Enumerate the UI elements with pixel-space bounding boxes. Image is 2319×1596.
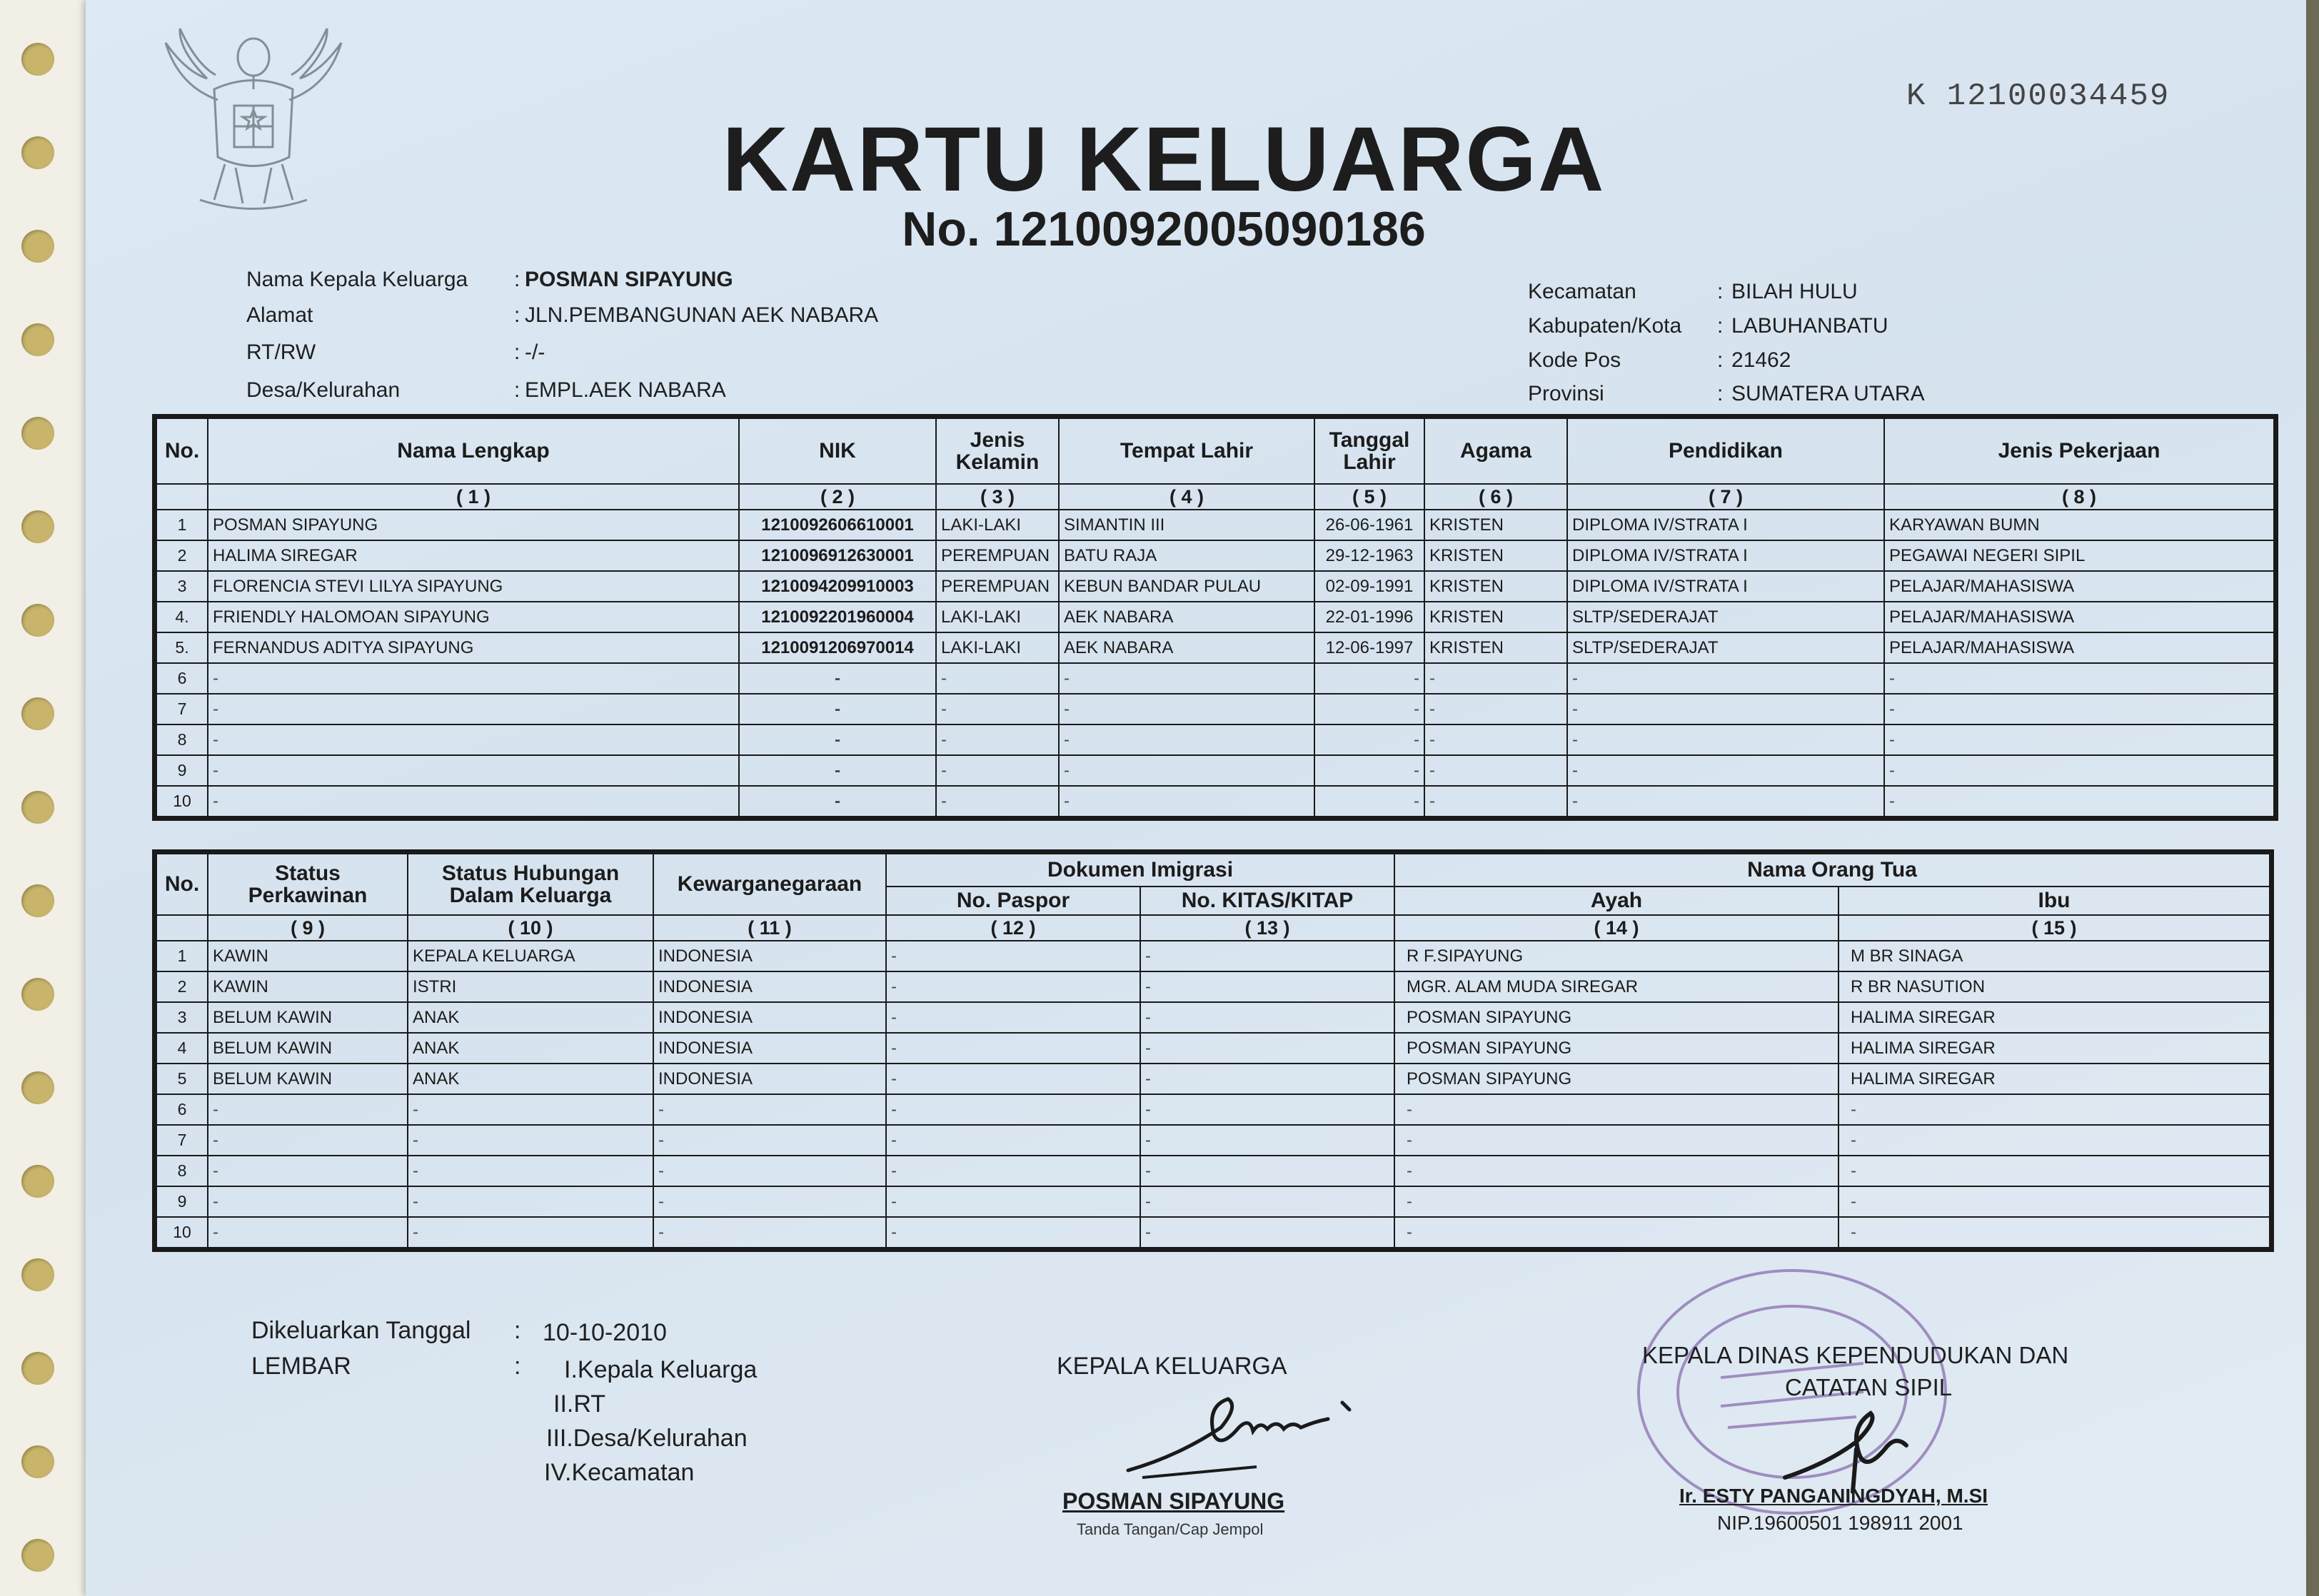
t1-index-jenis-kelamin: ( 3 ): [936, 484, 1059, 510]
t2-cell-status-hubungan: KEPALA KELUARGA: [408, 941, 653, 971]
t2-header-no-paspor: No. Paspor: [886, 887, 1140, 915]
table-row: [156, 632, 2274, 663]
header-field-value: -/-: [525, 340, 545, 364]
t2-cell-status-hubungan: ISTRI: [408, 971, 653, 1002]
t1-cell-tempat-lahir: SIMANTIN III: [1059, 510, 1314, 540]
t1-cell-nik: -: [739, 724, 936, 755]
t2-cell-no-kitas: -: [1140, 971, 1394, 1002]
header-field: [1528, 382, 1925, 406]
t1-cell-pendidikan: -: [1567, 694, 1884, 724]
t2-header-dokumen-imigrasi: Dokumen Imigrasi: [886, 854, 1394, 887]
official-title-line1: KEPALA DINAS KEPENDUDUKAN DAN: [1642, 1342, 2069, 1368]
header-field-label: Provinsi: [1528, 382, 1604, 405]
header-field-value: POSMAN SIPAYUNG: [525, 268, 733, 291]
t2-cell-status-perkawinan: -: [208, 1186, 408, 1217]
t1-cell-pendidikan: DIPLOMA IV/STRATA I: [1567, 510, 1884, 540]
t1-cell-nama-lengkap: -: [208, 694, 739, 724]
t1-cell-nama-lengkap: FRIENDLY HALOMOAN SIPAYUNG: [208, 602, 739, 632]
t2-cell-status-perkawinan: BELUM KAWIN: [208, 1002, 408, 1033]
t1-cell-agama: KRISTEN: [1424, 602, 1567, 632]
head-signatory-name: POSMAN SIPAYUNG: [1062, 1488, 1285, 1514]
header-field: [1528, 314, 1888, 338]
table-row: [156, 1125, 2270, 1156]
t1-cell-nik: -: [739, 694, 936, 724]
t1-cell-nama-lengkap: -: [208, 755, 739, 786]
official-signature-icon: [1771, 1399, 1935, 1499]
t2-cell-no-paspor: -: [886, 1033, 1140, 1064]
t1-cell-tempat-lahir: AEK NABARA: [1059, 632, 1314, 663]
table-row: [156, 571, 2274, 602]
t1-cell-no: 6: [156, 663, 208, 694]
header-field-value: LABUHANBATU: [1731, 314, 1888, 338]
header-field-colon: :: [1717, 280, 1724, 303]
t1-cell-jenis-pekerjaan: PELAJAR/MAHASISWA: [1884, 571, 2274, 602]
t2-cell-status-hubungan: ANAK: [408, 1064, 653, 1094]
table-row: [156, 602, 2274, 632]
t1-cell-tanggal-lahir: -: [1314, 786, 1424, 817]
t1-cell-jenis-pekerjaan: PELAJAR/MAHASISWA: [1884, 632, 2274, 663]
t1-header-no: No.: [156, 418, 208, 484]
t2-cell-status-hubungan: -: [408, 1186, 653, 1217]
document-title: KARTU KELUARGA: [722, 108, 1606, 211]
feed-hole: [21, 1445, 54, 1478]
t1-cell-jenis-kelamin: -: [936, 755, 1059, 786]
t2-cell-no-paspor: -: [886, 1064, 1140, 1094]
t2-header-status-perkawinan: Status Perkawinan: [208, 854, 408, 915]
t2-cell-status-perkawinan: BELUM KAWIN: [208, 1033, 408, 1064]
t2-cell-status-hubungan: -: [408, 1217, 653, 1248]
t1-header-jenis-kelamin: Jenis Kelamin: [936, 418, 1059, 484]
garuda-emblem-icon: [157, 21, 350, 221]
t1-cell-nama-lengkap: FERNANDUS ADITYA SIPAYUNG: [208, 632, 739, 663]
t1-cell-agama: KRISTEN: [1424, 632, 1567, 663]
lembar-item: III.Desa/Kelurahan: [546, 1425, 748, 1452]
t1-header-pendidikan: Pendidikan: [1567, 418, 1884, 484]
t2-cell-no: 6: [156, 1094, 208, 1125]
table-row: [156, 755, 2274, 786]
lembar-item: II.RT: [553, 1390, 606, 1418]
t2-cell-status-hubungan: -: [408, 1094, 653, 1125]
t2-cell-no-paspor: -: [886, 971, 1140, 1002]
t2-cell-status-perkawinan: KAWIN: [208, 971, 408, 1002]
header-field-value: JLN.PEMBANGUNAN AEK NABARA: [525, 303, 879, 327]
t2-index-no-kitas: ( 13 ): [1140, 915, 1394, 941]
t2-cell-status-perkawinan: KAWIN: [208, 941, 408, 971]
t2-cell-kewarganegaraan: INDONESIA: [653, 941, 886, 971]
t1-cell-pendidikan: -: [1567, 724, 1884, 755]
header-field-colon: :: [1717, 382, 1724, 405]
t2-cell-ayah: -: [1394, 1186, 1838, 1217]
t1-header-tempat-lahir: Tempat Lahir: [1059, 418, 1314, 484]
t2-cell-ayah: -: [1394, 1217, 1838, 1248]
t1-index-tanggal-lahir: ( 5 ): [1314, 484, 1424, 510]
serial-number: K 12100034459: [1906, 79, 2170, 114]
t1-cell-tanggal-lahir: 22-01-1996: [1314, 602, 1424, 632]
t2-cell-no: 1: [156, 941, 208, 971]
t2-cell-ibu: HALIMA SIREGAR: [1838, 1002, 2270, 1033]
header-field-colon: :: [514, 268, 520, 291]
t2-cell-no: 5: [156, 1064, 208, 1094]
official-name: Ir. ESTY PANGANINGDYAH, M.SI: [1679, 1485, 1988, 1507]
head-signatory-title: KEPALA KELUARGA: [1057, 1353, 1287, 1380]
feed-hole: [21, 230, 54, 263]
t2-cell-kewarganegaraan: INDONESIA: [653, 1002, 886, 1033]
family-status-table: [156, 853, 2270, 1248]
t2-cell-status-hubungan: ANAK: [408, 1033, 653, 1064]
issued-date-colon: :: [514, 1317, 521, 1344]
t2-cell-no-paspor: -: [886, 1094, 1140, 1125]
t2-cell-kewarganegaraan: INDONESIA: [653, 971, 886, 1002]
t2-index-ibu: ( 15 ): [1838, 915, 2270, 941]
table-row: [156, 1094, 2270, 1125]
t1-cell-tanggal-lahir: 02-09-1991: [1314, 571, 1424, 602]
t2-cell-ayah: POSMAN SIPAYUNG: [1394, 1002, 1838, 1033]
t1-cell-agama: -: [1424, 755, 1567, 786]
t1-cell-jenis-pekerjaan: PEGAWAI NEGERI SIPIL: [1884, 540, 2274, 571]
t1-cell-nik: -: [739, 786, 936, 817]
t2-cell-ayah: MGR. ALAM MUDA SIREGAR: [1394, 971, 1838, 1002]
table-row: [156, 786, 2274, 817]
t1-cell-tanggal-lahir: 26-06-1961: [1314, 510, 1424, 540]
t1-cell-jenis-pekerjaan: -: [1884, 755, 2274, 786]
feed-hole: [21, 136, 54, 169]
lembar-label: LEMBAR: [251, 1353, 351, 1380]
t2-cell-status-perkawinan: -: [208, 1156, 408, 1186]
t1-cell-agama: -: [1424, 786, 1567, 817]
t1-cell-jenis-kelamin: LAKI-LAKI: [936, 632, 1059, 663]
t2-header-ayah: Ayah: [1394, 887, 1838, 915]
header-field-label: Kabupaten/Kota: [1528, 314, 1682, 338]
t1-header-nama-lengkap: Nama Lengkap: [208, 418, 739, 484]
t1-cell-agama: -: [1424, 724, 1567, 755]
t2-cell-kewarganegaraan: -: [653, 1156, 886, 1186]
t1-cell-no: 8: [156, 724, 208, 755]
head-signatory-caption: Tanda Tangan/Cap Jempol: [1077, 1520, 1264, 1538]
t1-cell-no: 7: [156, 694, 208, 724]
t1-cell-jenis-kelamin: -: [936, 694, 1059, 724]
t2-header-nama-orang-tua: Nama Orang Tua: [1394, 854, 2270, 887]
t1-cell-pendidikan: DIPLOMA IV/STRATA I: [1567, 571, 1884, 602]
table-row: [156, 1002, 2270, 1033]
header-field: [246, 340, 545, 365]
header-field-value: BILAH HULU: [1731, 280, 1858, 303]
header-field: [246, 303, 879, 328]
t1-index-pendidikan: ( 7 ): [1567, 484, 1884, 510]
t1-cell-nama-lengkap: FLORENCIA STEVI LILYA SIPAYUNG: [208, 571, 739, 602]
t2-cell-no: 8: [156, 1156, 208, 1186]
feed-hole: [21, 1165, 54, 1198]
issued-date-value: 10-10-2010: [543, 1319, 667, 1346]
t2-cell-no-paspor: -: [886, 1217, 1140, 1248]
t1-cell-agama: -: [1424, 694, 1567, 724]
t2-cell-no: 2: [156, 971, 208, 1002]
t1-cell-nik: 1210091206970014: [739, 632, 936, 663]
table-row: [156, 663, 2274, 694]
t2-cell-kewarganegaraan: -: [653, 1094, 886, 1125]
t1-cell-nama-lengkap: -: [208, 663, 739, 694]
t2-cell-ibu: M BR SINAGA: [1838, 941, 2270, 971]
t2-header-status-hubungan: Status Hubungan Dalam Keluarga: [408, 854, 653, 915]
t1-cell-jenis-kelamin: LAKI-LAKI: [936, 602, 1059, 632]
t1-cell-agama: KRISTEN: [1424, 510, 1567, 540]
t1-cell-pendidikan: SLTP/SEDERAJAT: [1567, 602, 1884, 632]
feed-hole: [21, 697, 54, 730]
t1-cell-tanggal-lahir: -: [1314, 663, 1424, 694]
t2-cell-ibu: -: [1838, 1186, 2270, 1217]
t1-cell-nik: -: [739, 755, 936, 786]
table-row: [156, 1064, 2270, 1094]
t2-cell-status-perkawinan: -: [208, 1125, 408, 1156]
t2-cell-no-paspor: -: [886, 1156, 1140, 1186]
header-field-label: Kecamatan: [1528, 280, 1636, 303]
t1-index-no: [156, 484, 208, 510]
table-row: [156, 694, 2274, 724]
header-field-label: Alamat: [246, 303, 313, 327]
t1-cell-jenis-pekerjaan: KARYAWAN BUMN: [1884, 510, 2274, 540]
t2-cell-no-paspor: -: [886, 1186, 1140, 1217]
t2-header-kewarganegaraan: Kewarganegaraan: [653, 854, 886, 915]
t1-cell-nik: 1210092606610001: [739, 510, 936, 540]
t1-cell-jenis-kelamin: PEREMPUAN: [936, 540, 1059, 571]
t2-cell-kewarganegaraan: -: [653, 1217, 886, 1248]
t2-cell-status-hubungan: -: [408, 1156, 653, 1186]
t1-cell-no: 10: [156, 786, 208, 817]
issued-date-label: Dikeluarkan Tanggal: [251, 1317, 471, 1344]
t1-cell-no: 3: [156, 571, 208, 602]
feed-hole: [21, 884, 54, 917]
t2-cell-status-perkawinan: -: [208, 1094, 408, 1125]
t2-cell-no: 10: [156, 1217, 208, 1248]
t1-cell-pendidikan: -: [1567, 755, 1884, 786]
document-number: No. 1210092005090186: [902, 202, 1426, 256]
t1-cell-jenis-kelamin: -: [936, 724, 1059, 755]
feed-hole: [21, 1352, 54, 1385]
feed-hole: [21, 791, 54, 824]
t2-cell-status-perkawinan: BELUM KAWIN: [208, 1064, 408, 1094]
feed-hole: [21, 1539, 54, 1572]
table-row: [156, 941, 2270, 971]
t2-cell-no-kitas: -: [1140, 1186, 1394, 1217]
feed-hole: [21, 1071, 54, 1104]
t1-cell-tempat-lahir: -: [1059, 786, 1314, 817]
t1-cell-tempat-lahir: BATU RAJA: [1059, 540, 1314, 571]
t2-cell-no: 3: [156, 1002, 208, 1033]
t2-cell-kewarganegaraan: -: [653, 1125, 886, 1156]
t2-cell-no: 4: [156, 1033, 208, 1064]
t1-cell-tanggal-lahir: -: [1314, 724, 1424, 755]
header-field-label: Nama Kepala Keluarga: [246, 268, 468, 291]
header-field-label: RT/RW: [246, 340, 316, 364]
t1-cell-jenis-pekerjaan: -: [1884, 663, 2274, 694]
table-row: [156, 510, 2274, 540]
t1-cell-tempat-lahir: AEK NABARA: [1059, 602, 1314, 632]
table-row: [156, 1186, 2270, 1217]
table-row: [156, 1033, 2270, 1064]
t1-cell-nik: 1210092201960004: [739, 602, 936, 632]
header-field: [1528, 280, 1858, 304]
t1-cell-jenis-kelamin: -: [936, 786, 1059, 817]
t2-cell-kewarganegaraan: -: [653, 1186, 886, 1217]
feed-hole: [21, 510, 54, 543]
t1-cell-tempat-lahir: -: [1059, 755, 1314, 786]
t1-cell-tanggal-lahir: 29-12-1963: [1314, 540, 1424, 571]
t1-cell-no: 1: [156, 510, 208, 540]
t2-cell-ibu: R BR NASUTION: [1838, 971, 2270, 1002]
t1-cell-jenis-pekerjaan: PELAJAR/MAHASISWA: [1884, 602, 2274, 632]
t2-cell-status-hubungan: ANAK: [408, 1002, 653, 1033]
header-field-colon: :: [514, 378, 520, 402]
t2-cell-no-paspor: -: [886, 1002, 1140, 1033]
t1-cell-tanggal-lahir: -: [1314, 755, 1424, 786]
t1-index-nik: ( 2 ): [739, 484, 936, 510]
t1-cell-pendidikan: DIPLOMA IV/STRATA I: [1567, 540, 1884, 571]
t1-cell-tanggal-lahir: -: [1314, 694, 1424, 724]
t1-index-tempat-lahir: ( 4 ): [1059, 484, 1314, 510]
t2-index-no: [156, 915, 208, 941]
feed-hole: [21, 323, 54, 356]
header-field-value: EMPL.AEK NABARA: [525, 378, 726, 402]
header-field-value: SUMATERA UTARA: [1731, 382, 1925, 405]
t2-cell-ayah: -: [1394, 1094, 1838, 1125]
t2-cell-status-perkawinan: -: [208, 1217, 408, 1248]
lembar-item: IV.Kecamatan: [544, 1459, 695, 1486]
t1-cell-pendidikan: -: [1567, 786, 1884, 817]
t1-cell-tanggal-lahir: 12-06-1997: [1314, 632, 1424, 663]
t1-index-jenis-pekerjaan: ( 8 ): [1884, 484, 2274, 510]
t2-cell-ayah: -: [1394, 1125, 1838, 1156]
feed-hole: [21, 1258, 54, 1291]
t1-cell-jenis-kelamin: LAKI-LAKI: [936, 510, 1059, 540]
t2-cell-ayah: R F.SIPAYUNG: [1394, 941, 1838, 971]
t1-cell-nama-lengkap: POSMAN SIPAYUNG: [208, 510, 739, 540]
t1-cell-nama-lengkap: -: [208, 786, 739, 817]
table-row: [156, 540, 2274, 571]
header-field-label: Desa/Kelurahan: [246, 378, 401, 402]
t2-cell-no-kitas: -: [1140, 941, 1394, 971]
t1-cell-tempat-lahir: -: [1059, 694, 1314, 724]
t2-cell-no-paspor: -: [886, 941, 1140, 971]
header-field-colon: :: [514, 303, 520, 327]
t1-cell-tempat-lahir: KEBUN BANDAR PULAU: [1059, 571, 1314, 602]
table-row: [156, 1217, 2270, 1248]
t1-header-jenis-pekerjaan: Jenis Pekerjaan: [1884, 418, 2274, 484]
t1-cell-no: 5.: [156, 632, 208, 663]
t1-cell-tempat-lahir: -: [1059, 724, 1314, 755]
t2-cell-no-kitas: -: [1140, 1217, 1394, 1248]
t2-cell-ayah: -: [1394, 1156, 1838, 1186]
t2-cell-no: 9: [156, 1186, 208, 1217]
header-field: [1528, 348, 1791, 373]
official-title-line2: CATATAN SIPIL: [1785, 1374, 1953, 1400]
t2-index-status-perkawinan: ( 9 ): [208, 915, 408, 941]
t2-cell-status-hubungan: -: [408, 1125, 653, 1156]
t1-index-nama-lengkap: ( 1 ): [208, 484, 739, 510]
table-row: [156, 1156, 2270, 1186]
t2-cell-no-kitas: -: [1140, 1094, 1394, 1125]
t1-cell-no: 2: [156, 540, 208, 571]
t2-index-status-hubungan: ( 10 ): [408, 915, 653, 941]
t2-cell-ayah: POSMAN SIPAYUNG: [1394, 1064, 1838, 1094]
t2-index-kewarganegaraan: ( 11 ): [653, 915, 886, 941]
header-field: [246, 268, 733, 292]
t1-cell-no: 9: [156, 755, 208, 786]
t2-cell-kewarganegaraan: INDONESIA: [653, 1033, 886, 1064]
header-field-label: Kode Pos: [1528, 348, 1621, 372]
t1-cell-nik: 1210094209910003: [739, 571, 936, 602]
t1-header-tanggal-lahir: Tanggal Lahir: [1314, 418, 1424, 484]
t2-cell-ibu: HALIMA SIREGAR: [1838, 1064, 2270, 1094]
table-row: [156, 724, 2274, 755]
t1-cell-no: 4.: [156, 602, 208, 632]
t1-index-agama: ( 6 ): [1424, 484, 1567, 510]
t2-cell-no-kitas: -: [1140, 1033, 1394, 1064]
feed-hole: [21, 604, 54, 637]
t2-cell-no-kitas: -: [1140, 1156, 1394, 1186]
t2-header-ibu: Ibu: [1838, 887, 2270, 915]
t2-cell-ayah: POSMAN SIPAYUNG: [1394, 1033, 1838, 1064]
family-members-table: [156, 418, 2275, 817]
t1-cell-jenis-pekerjaan: -: [1884, 786, 2274, 817]
t2-cell-no: 7: [156, 1125, 208, 1156]
t1-cell-pendidikan: SLTP/SEDERAJAT: [1567, 632, 1884, 663]
t2-cell-ibu: -: [1838, 1156, 2270, 1186]
t2-header-no: No.: [156, 854, 208, 915]
lembar-colon: :: [514, 1353, 521, 1380]
t2-index-no-paspor: ( 12 ): [886, 915, 1140, 941]
t1-cell-tempat-lahir: -: [1059, 663, 1314, 694]
header-field-colon: :: [1717, 314, 1724, 338]
feed-hole: [21, 43, 54, 76]
t2-cell-no-kitas: -: [1140, 1064, 1394, 1094]
t1-cell-agama: KRISTEN: [1424, 571, 1567, 602]
t1-cell-agama: KRISTEN: [1424, 540, 1567, 571]
t2-cell-no-paspor: -: [886, 1125, 1140, 1156]
t2-index-ayah: ( 14 ): [1394, 915, 1838, 941]
t1-cell-jenis-kelamin: PEREMPUAN: [936, 571, 1059, 602]
t1-cell-jenis-pekerjaan: -: [1884, 694, 2274, 724]
t1-cell-nama-lengkap: -: [208, 724, 739, 755]
t2-cell-no-kitas: -: [1140, 1125, 1394, 1156]
feed-hole: [21, 978, 54, 1011]
official-nip: NIP.19600501 198911 2001: [1717, 1512, 1963, 1534]
t1-cell-agama: -: [1424, 663, 1567, 694]
t2-cell-ibu: -: [1838, 1094, 2270, 1125]
t2-cell-ibu: -: [1838, 1217, 2270, 1248]
t2-cell-no-kitas: -: [1140, 1002, 1394, 1033]
head-signature-icon: [1114, 1378, 1385, 1485]
feed-hole: [21, 417, 54, 450]
header-field: [246, 378, 726, 403]
t2-cell-ibu: HALIMA SIREGAR: [1838, 1033, 2270, 1064]
header-field-value: 21462: [1731, 348, 1791, 372]
table-row: [156, 971, 2270, 1002]
t1-cell-jenis-pekerjaan: -: [1884, 724, 2274, 755]
t1-cell-nama-lengkap: HALIMA SIREGAR: [208, 540, 739, 571]
t2-header-no-kitas: No. KITAS/KITAP: [1140, 887, 1394, 915]
t1-header-nik: NIK: [739, 418, 936, 484]
t1-cell-nik: -: [739, 663, 936, 694]
t1-cell-nik: 1210096912630001: [739, 540, 936, 571]
header-field-colon: :: [514, 340, 520, 364]
lembar-item: I.Kepala Keluarga: [564, 1356, 758, 1383]
t1-cell-pendidikan: -: [1567, 663, 1884, 694]
t1-cell-jenis-kelamin: -: [936, 663, 1059, 694]
t2-cell-ibu: -: [1838, 1125, 2270, 1156]
header-field-colon: :: [1717, 348, 1724, 372]
t1-header-agama: Agama: [1424, 418, 1567, 484]
t2-cell-kewarganegaraan: INDONESIA: [653, 1064, 886, 1094]
